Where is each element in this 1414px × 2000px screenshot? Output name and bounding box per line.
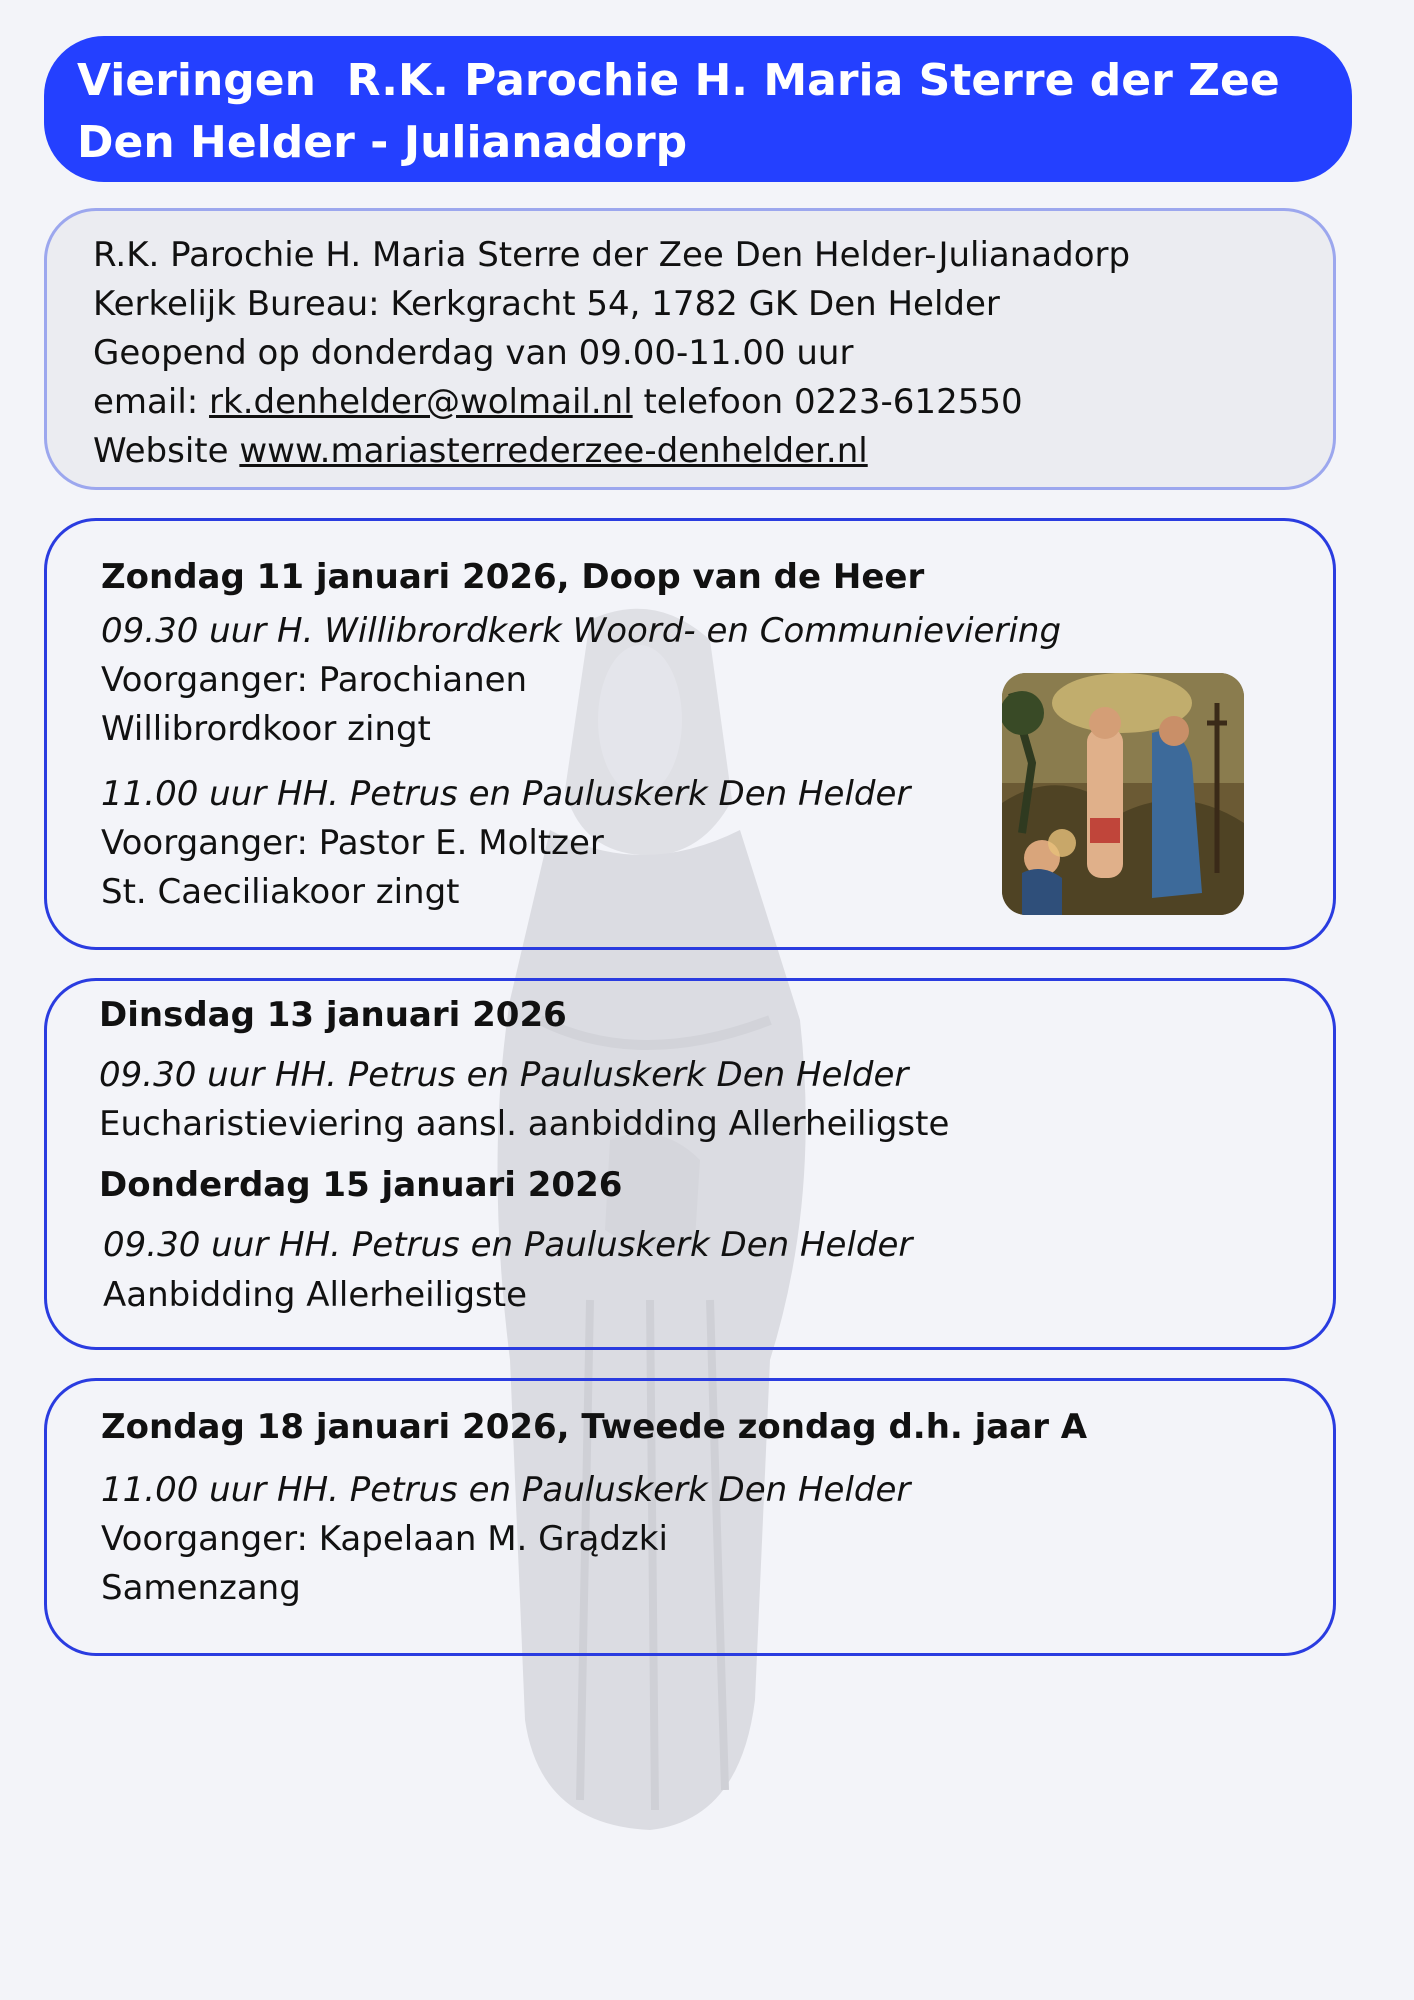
service-heading: Donderdag 15 januari 2026 xyxy=(99,1165,623,1205)
service-time: 11.00 uur HH. Petrus en Pauluskerk Den Helder xyxy=(101,1470,911,1510)
service-choir: Samenzang xyxy=(101,1568,301,1608)
service-leader: Voorganger: Pastor E. Moltzer xyxy=(101,823,604,863)
baptism-of-christ-painting xyxy=(1002,673,1244,915)
service-choir: Willibrordkoor zingt xyxy=(101,709,431,749)
service-choir: St. Caeciliakoor zingt xyxy=(101,872,460,912)
website-prefix: Website xyxy=(93,431,240,471)
service-heading: Zondag 11 januari 2026, Doop van de Heer xyxy=(101,557,925,597)
office-address: Kerkelijk Bureau: Kerkgracht 54, 1782 GK Den Helder xyxy=(93,284,1000,324)
service-time: 09.30 uur HH. Petrus en Pauluskerk Den Helder xyxy=(103,1225,913,1265)
email-prefix: email: xyxy=(93,382,210,422)
email-phone-line xyxy=(93,378,1333,427)
service-leader: Voorganger: Kapelaan M. Grądzki xyxy=(101,1519,668,1559)
service-description: Aanbidding Allerheiligste xyxy=(103,1275,528,1315)
page-header xyxy=(44,36,1352,182)
service-box-sunday-11 xyxy=(44,518,1336,950)
service-box-sunday-18 xyxy=(44,1378,1336,1656)
service-time: 11.00 uur HH. Petrus en Pauluskerk Den Helder xyxy=(101,774,911,814)
phone-number: telefoon 0223-612550 xyxy=(632,382,1023,422)
header-title-line2: Den Helder - Julianadorp xyxy=(77,117,688,168)
service-time: 09.30 uur H. Willibrordkerk Woord- en Communieviering xyxy=(101,611,1062,651)
website-link[interactable]: www.mariasterrederzee-denhelder.nl xyxy=(239,431,868,471)
website-line xyxy=(93,427,1333,476)
opening-hours: Geopend op donderdag van 09.00-11.00 uur xyxy=(93,333,854,373)
service-heading: Dinsdag 13 januari 2026 xyxy=(99,995,567,1035)
service-box-weekdays xyxy=(44,978,1336,1350)
service-description: Eucharistieviering aansl. aanbidding Allerheiligste xyxy=(99,1104,950,1144)
service-time: 09.30 uur HH. Petrus en Pauluskerk Den Helder xyxy=(99,1055,909,1095)
email-link[interactable]: rk.denhelder@wolmail.nl xyxy=(209,382,633,422)
contact-info-box xyxy=(44,208,1336,490)
header-title-line1: Vieringen R.K. Parochie H. Maria Sterre der Zee xyxy=(77,55,1280,106)
service-heading: Zondag 18 januari 2026, Tweede zondag d.h. jaar A xyxy=(101,1407,1088,1447)
parish-name: R.K. Parochie H. Maria Sterre der Zee Den Helder-Julianadorp xyxy=(93,235,1131,275)
service-leader: Voorganger: Parochianen xyxy=(101,660,528,700)
